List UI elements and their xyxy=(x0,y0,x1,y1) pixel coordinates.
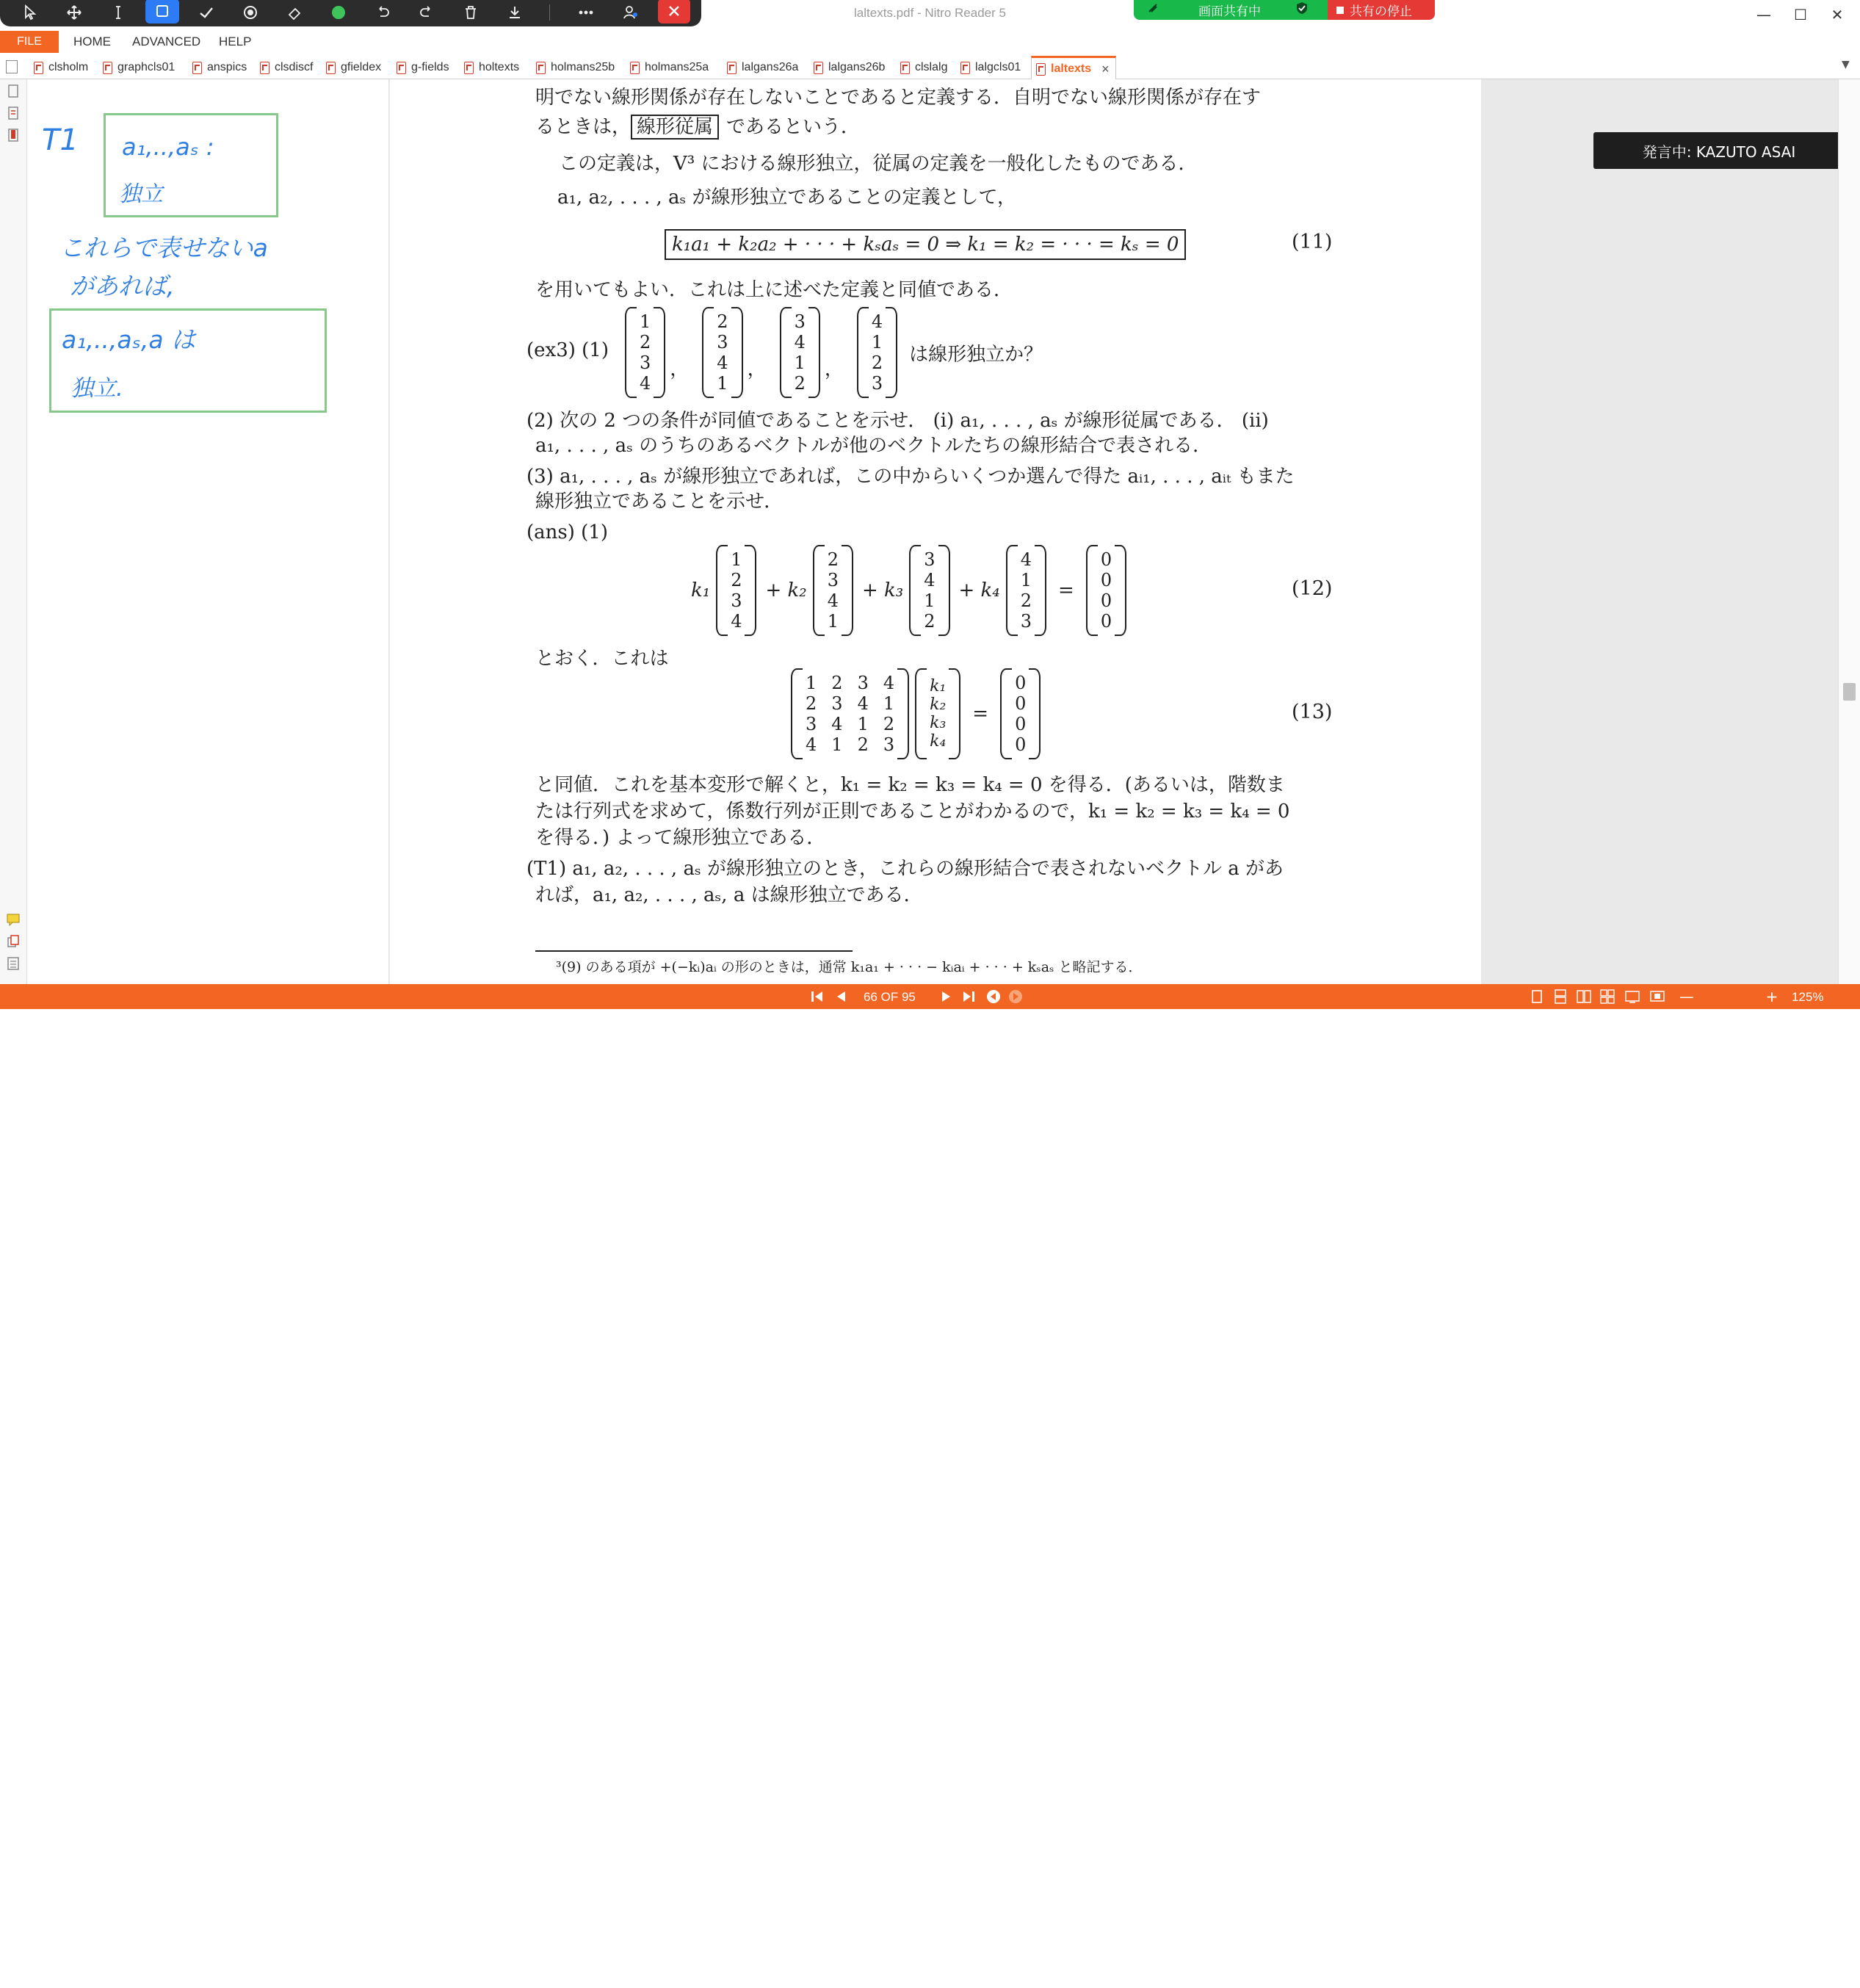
previous-page-icon[interactable] xyxy=(831,987,850,1006)
close-icon[interactable] xyxy=(658,0,690,24)
handwritten-notes-panel xyxy=(27,79,389,984)
note-box1-line1: a₁,..,aₛ : xyxy=(122,133,214,161)
page-counter[interactable]: 66 OF 95 xyxy=(864,990,916,1004)
next-page-icon[interactable] xyxy=(937,987,956,1006)
equation-12 xyxy=(691,545,1128,636)
tab-label: lalgans26a xyxy=(742,61,799,73)
facing-continuous-view-icon[interactable] xyxy=(1598,987,1617,1006)
vector-2: 2 3 4 1 xyxy=(701,307,744,398)
tabs-overflow-icon[interactable]: ▼ xyxy=(1842,59,1850,71)
doc-line-5: を用いてもよい．これは上に述べた定義と同値である． xyxy=(535,279,1013,301)
stop-sharing-button[interactable] xyxy=(1328,0,1435,20)
tab-holtexts[interactable] xyxy=(464,58,519,77)
zoom-in-icon[interactable]: + xyxy=(1765,988,1778,1005)
pages-panel-icon[interactable] xyxy=(6,84,21,98)
pdf-icon xyxy=(630,62,640,74)
tab-graphcls01[interactable] xyxy=(103,58,175,77)
fit-width-icon[interactable] xyxy=(1623,987,1642,1006)
doc-line-2 xyxy=(535,112,860,139)
equation-12-number: (12) xyxy=(1292,577,1333,600)
scrollbar-thumb[interactable] xyxy=(1843,683,1856,701)
eq13-zero-vector: 0 0 0 0 xyxy=(999,668,1042,759)
vector-4: 4 1 2 3 xyxy=(855,307,899,398)
tab-label: lalgcls01 xyxy=(975,61,1021,73)
tab-clslalg[interactable] xyxy=(900,58,947,77)
tab-anspics[interactable] xyxy=(192,58,247,77)
vertical-scrollbar[interactable] xyxy=(1838,79,1860,984)
eq12-equals: = xyxy=(1058,579,1074,601)
doc-line-8: を得る．) よって線形独立である． xyxy=(535,827,826,849)
maximize-button[interactable]: ☐ xyxy=(1794,6,1807,24)
doc-line-4: a₁, a₂, . . . , aₛ が線形独立であることの定義として， xyxy=(557,187,1017,209)
ex3-label: (ex3) (1) xyxy=(526,339,609,361)
menu-file[interactable]: FILE xyxy=(0,31,59,53)
eq13-coefficient-matrix: 1 2 3 4 2 3 4 1 3 4 1 2 4 1 2 3 xyxy=(789,668,911,759)
note-box-independent-with-a xyxy=(49,308,327,413)
tab-holmans25b[interactable] xyxy=(536,58,615,77)
zoom-level[interactable]: 125% xyxy=(1792,990,1824,1004)
vector-separator: ， xyxy=(670,358,690,380)
download-icon[interactable] xyxy=(498,0,532,25)
tab-label: holmans25a xyxy=(645,61,709,73)
eq12-coef-3: + k₃ xyxy=(861,579,904,601)
pdf-icon xyxy=(34,62,43,74)
note-box-independent xyxy=(104,113,278,217)
redo-icon[interactable] xyxy=(410,0,444,25)
more-icon[interactable] xyxy=(569,0,603,25)
ex3-vectors xyxy=(623,307,1043,398)
note-box1-line2: 独立 xyxy=(119,181,163,207)
doc-line-1: 明でない線形関係が存在しないことであると定義する．自明でない線形関係が存在す xyxy=(535,87,1262,109)
tab-label: laltexts xyxy=(1051,62,1092,75)
eraser-icon[interactable] xyxy=(278,0,311,25)
stop-icon xyxy=(1336,7,1344,14)
tab-label: lalgans26b xyxy=(828,61,886,73)
vector-separator: ， xyxy=(824,358,844,380)
check-icon[interactable] xyxy=(189,0,223,25)
doc-line-2-pre: るときは， xyxy=(535,116,632,138)
tab-label: anspics xyxy=(207,61,247,73)
go-forward-icon[interactable] xyxy=(1006,987,1025,1006)
tab-gfieldex[interactable] xyxy=(326,58,381,77)
note-t1: T1 xyxy=(42,123,79,157)
tab-lalgans26a[interactable] xyxy=(727,58,798,77)
doc-line-3: この定義は，V³ における線形独立，従属の定義を一般化したものである． xyxy=(559,153,1198,175)
window-close-button[interactable]: ✕ xyxy=(1831,6,1844,24)
fit-page-icon[interactable] xyxy=(1648,987,1667,1006)
footnote: ³(9) のある項が +(−kᵢ)aᵢ の形のときは，通常 k₁a₁ + · · · − kᵢaᵢ + · · · + kₛaₛ と略記する． xyxy=(556,959,1143,975)
select-arrow-icon[interactable] xyxy=(13,0,47,25)
eq13-k-vector: k₁ k₂ k₃ k₄ xyxy=(913,668,962,759)
equation-13 xyxy=(789,668,1042,759)
pdf-icon xyxy=(260,62,269,74)
tab-clsholm[interactable] xyxy=(34,58,88,77)
vector-1: 1 2 3 4 xyxy=(623,307,667,398)
eq12-zero-vector: 0 0 0 0 xyxy=(1085,545,1128,636)
theorem-t1-line1: (T1) a₁, a₂, . . . , aₛ が線形独立のとき，これらの線形結合で表されないベクトル a があ xyxy=(526,858,1284,880)
theorem-t1-line2: れば，a₁, a₂, . . . , aₛ, a は線形独立である． xyxy=(535,884,923,906)
screen-sharing-status xyxy=(1134,0,1328,20)
footnote-rule xyxy=(535,950,853,952)
tab-holmans25a[interactable] xyxy=(630,58,709,77)
pdf-icon xyxy=(192,62,202,74)
menu-home[interactable]: HOME xyxy=(73,35,111,48)
continuous-view-icon[interactable] xyxy=(1551,987,1570,1006)
equation-11-number: (11) xyxy=(1292,231,1333,253)
left-toolbar xyxy=(0,79,27,984)
zoom-slider[interactable] xyxy=(1696,1981,1770,1982)
facing-view-icon[interactable] xyxy=(1574,987,1593,1006)
single-page-view-icon[interactable] xyxy=(1527,987,1546,1006)
trash-icon[interactable] xyxy=(454,0,488,25)
page-icon[interactable] xyxy=(6,60,18,73)
pdf-icon xyxy=(814,62,823,74)
ex3-2-line1: (2) 次の 2 つの条件が同値であることを示せ． (i) a₁, . . . , aₛ が線形従属である． (ii) xyxy=(526,410,1269,432)
output-icon[interactable] xyxy=(6,956,21,971)
pdf-icon xyxy=(326,62,336,74)
last-page-icon[interactable] xyxy=(959,987,978,1006)
zoom-out-icon[interactable]: — xyxy=(1679,988,1694,1005)
rectangle-icon[interactable] xyxy=(145,0,179,24)
tab-label: gfieldex xyxy=(341,61,382,73)
tab-label: holtexts xyxy=(479,61,520,73)
note-mid-line2: があれば, xyxy=(70,272,175,300)
pdf-page xyxy=(390,79,1481,984)
pdf-icon xyxy=(1036,63,1046,76)
pdf-icon xyxy=(464,62,474,74)
first-page-icon[interactable] xyxy=(808,987,827,1006)
document-tabs xyxy=(0,54,1860,79)
eq12-coef-4: + k₄ xyxy=(958,579,1000,601)
active-speaker-banner: 発言中: KAZUTO ASAI xyxy=(1593,132,1845,169)
doc-line-7: たは行列式を求めて，係数行列が正則であることがわかるので，k₁ = k₂ = k₃ = k₄ = 0 xyxy=(535,800,1290,823)
menu-help[interactable]: HELP xyxy=(219,35,252,48)
eq12-vector-1: 1 2 3 4 xyxy=(714,545,758,636)
pdf-icon xyxy=(103,62,112,74)
stop-sharing-label: 共有の停止 xyxy=(1350,4,1412,19)
bookmarks-icon[interactable] xyxy=(6,128,21,142)
eq12-vector-2: 2 3 4 1 xyxy=(811,545,855,636)
record-icon[interactable] xyxy=(234,0,267,25)
undo-icon[interactable] xyxy=(366,0,399,25)
ex3-2-line2: a₁, . . . , aₛ のうちのあるベクトルが他のベクトルたちの線形結合で表される． xyxy=(535,435,1212,457)
participant-icon[interactable] xyxy=(614,0,648,25)
ex3-3-line1: (3) a₁, . . . , aₛ が線形独立であれば，この中からいくつか選んで得た aᵢ₁, . . . , aᵢₜ もまた xyxy=(526,466,1295,488)
tab-label: clsholm xyxy=(48,61,89,73)
equation-11: k₁a₁ + k₂a₂ + · · · + kₛaₛ = 0 ⇒ k₁ = k₂ = · · · = kₛ = 0 xyxy=(665,229,1186,260)
text-cursor-icon[interactable] xyxy=(101,0,135,25)
note-box2-line1: a₁,..,aₛ,a は xyxy=(62,325,196,354)
eq12-vector-3: 3 4 1 2 xyxy=(908,545,951,636)
share-status-label: 画面共有中 xyxy=(1198,4,1261,19)
shield-icon xyxy=(1296,1,1308,18)
minimize-button[interactable]: — xyxy=(1756,6,1771,24)
vector-3: 3 4 1 2 xyxy=(778,307,822,398)
doc-line-toku: とおく．これは xyxy=(535,648,669,670)
color-dot-icon[interactable] xyxy=(322,0,355,25)
note-mid-line1: これらで表せないa xyxy=(59,234,268,262)
tab-lalgans26b[interactable] xyxy=(814,58,885,77)
eq13-equals: = xyxy=(972,703,989,725)
eq12-coef-1: k₁ xyxy=(691,579,711,601)
zoom-slider-handle[interactable] xyxy=(1723,1975,1726,1988)
toolbar-separator xyxy=(549,4,550,21)
tab-label: graphcls01 xyxy=(117,61,175,73)
layers-icon[interactable] xyxy=(6,934,21,949)
ribbon-menu xyxy=(0,31,1860,53)
window-title: laltexts.pdf - Nitro Reader 5 xyxy=(854,6,1006,20)
annotation-toolbar xyxy=(0,0,701,26)
pdf-icon xyxy=(397,62,406,74)
tab-clsdiscf[interactable] xyxy=(260,58,313,77)
doc-line-6: と同値．これを基本変形で解くと，k₁ = k₂ = k₃ = k₄ = 0 を得る．(あるいは，階数ま xyxy=(535,774,1285,796)
tab-g-fields[interactable] xyxy=(397,58,449,77)
vector-separator: ， xyxy=(747,358,767,380)
move-icon[interactable] xyxy=(57,0,91,25)
pdf-icon xyxy=(536,62,546,74)
pdf-icon xyxy=(727,62,737,74)
boxed-term-dependent: 線形従属 xyxy=(631,115,719,140)
pdf-icon xyxy=(900,62,910,74)
pdf-icon xyxy=(960,62,970,74)
doc-line-2-post: であるという． xyxy=(726,116,861,138)
tab-lalgcls01[interactable] xyxy=(960,58,1021,77)
ex3-question: は線形独立か？ xyxy=(909,343,1043,366)
tab-label: clsdiscf xyxy=(275,61,314,73)
note-box2-line2: 独立. xyxy=(70,375,123,402)
go-back-icon[interactable] xyxy=(984,987,1003,1006)
status-bar xyxy=(0,984,1860,1009)
tab-label: g-fields xyxy=(411,61,449,73)
ex3-3-line2: 線形独立であることを示せ． xyxy=(535,491,784,513)
eq12-coef-2: + k₂ xyxy=(765,579,807,601)
tab-label: clslalg xyxy=(915,61,948,73)
eq12-vector-4: 4 1 2 3 xyxy=(1005,545,1048,636)
tab-close-icon[interactable]: × xyxy=(1101,61,1110,76)
attachments-icon[interactable] xyxy=(6,106,21,120)
menu-advanced[interactable]: ADVANCED xyxy=(132,35,201,48)
tab-label: holmans25b xyxy=(551,61,615,73)
equation-13-number: (13) xyxy=(1292,701,1333,723)
ans-label: (ans) (1) xyxy=(526,521,608,543)
comments-icon[interactable] xyxy=(6,912,21,927)
share-signal-icon xyxy=(1147,2,1159,18)
tab-laltexts[interactable] xyxy=(1031,56,1116,80)
